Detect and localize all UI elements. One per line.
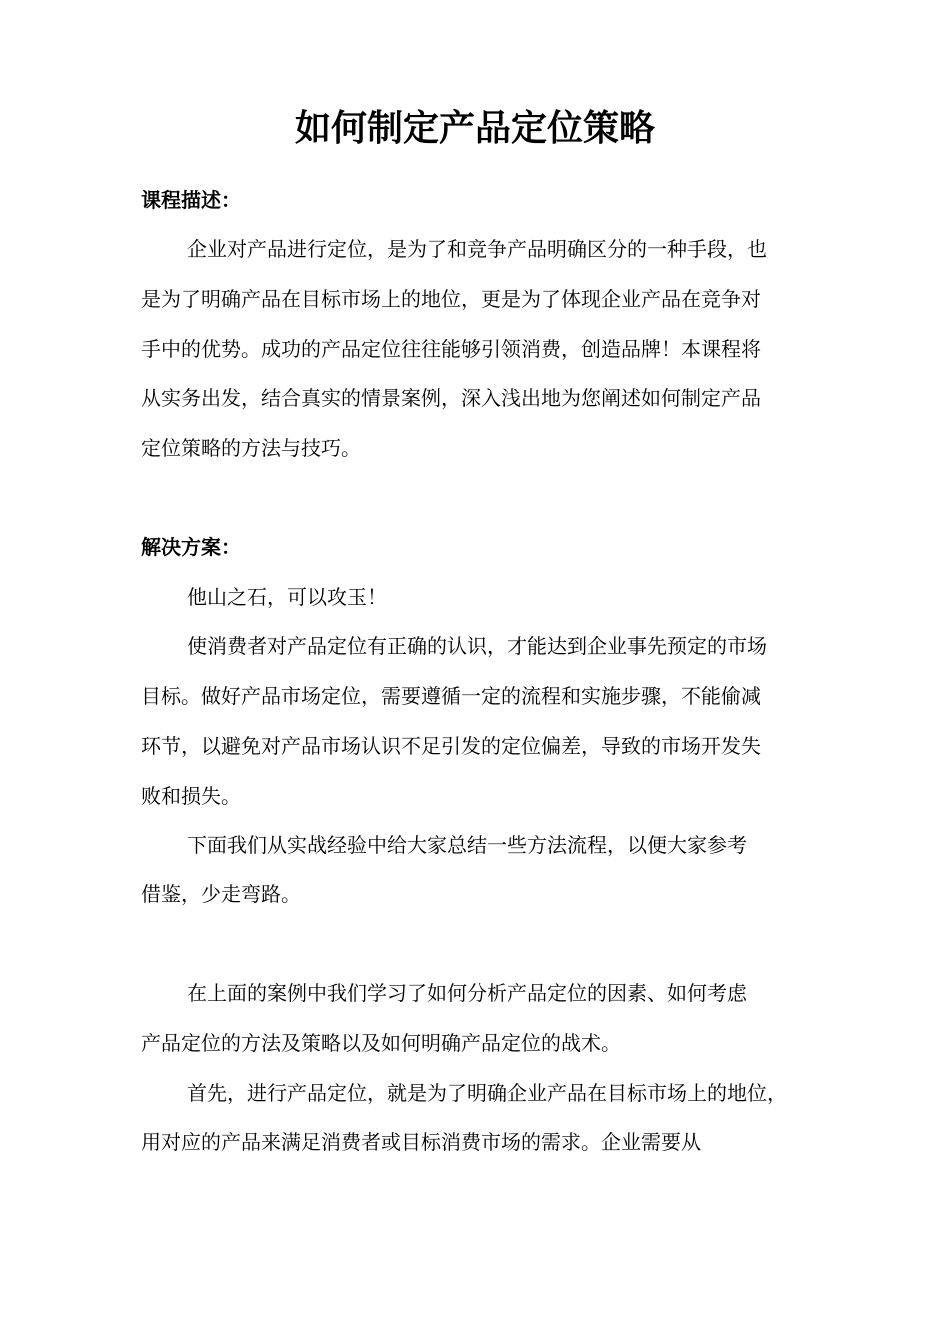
paragraph-line: 企业对产品进行定位，是为了和竞争产品明确区分的一种手段，也 [187, 237, 767, 261]
paragraph-line: 下面我们从实战经验中给大家总结一些方法流程，以便大家参考 [187, 833, 747, 857]
section-heading-course-description: 课程描述： [141, 188, 241, 212]
paragraph-line: 产品定位的方法及策略以及如何明确产品定位的战术。 [141, 1031, 621, 1055]
paragraph-line: 用对应的产品来满足消费者或目标消费市场的需求。企业需要从 [141, 1130, 701, 1154]
paragraph-line: 手中的优势。成功的产品定位往往能够引领消费，创造品牌！本课程将 [141, 337, 761, 361]
paragraph-line: 首先，进行产品定位，就是为了明确企业产品在目标市场上的地位， [187, 1081, 787, 1105]
paragraph-line: 他山之石，可以攻玉！ [187, 585, 387, 609]
paragraph-line: 使消费者对产品定位有正确的认识，才能达到企业事先预定的市场 [187, 634, 767, 658]
section-heading-solution: 解决方案： [141, 535, 241, 559]
paragraph-line: 目标。做好产品市场定位，需要遵循一定的流程和实施步骤，不能偷减 [141, 684, 761, 708]
paragraph-line: 在上面的案例中我们学习了如何分析产品定位的因素、如何考虑 [187, 981, 747, 1005]
paragraph-line: 是为了明确产品在目标市场上的地位，更是为了体现企业产品在竞争对 [141, 287, 761, 311]
paragraph-line: 环节，以避免对产品市场认识不足引发的定位偏差，导致的市场开发失 [141, 734, 761, 758]
paragraph-line: 借鉴，少走弯路。 [141, 882, 301, 906]
document-title: 如何制定产品定位策略 [294, 108, 655, 149]
paragraph-line: 定位策略的方法与技巧。 [141, 436, 361, 460]
paragraph-line: 从实务出发，结合真实的情景案例，深入浅出地为您阐述如何制定产品 [141, 386, 761, 410]
paragraph-line: 败和损失。 [141, 784, 241, 808]
